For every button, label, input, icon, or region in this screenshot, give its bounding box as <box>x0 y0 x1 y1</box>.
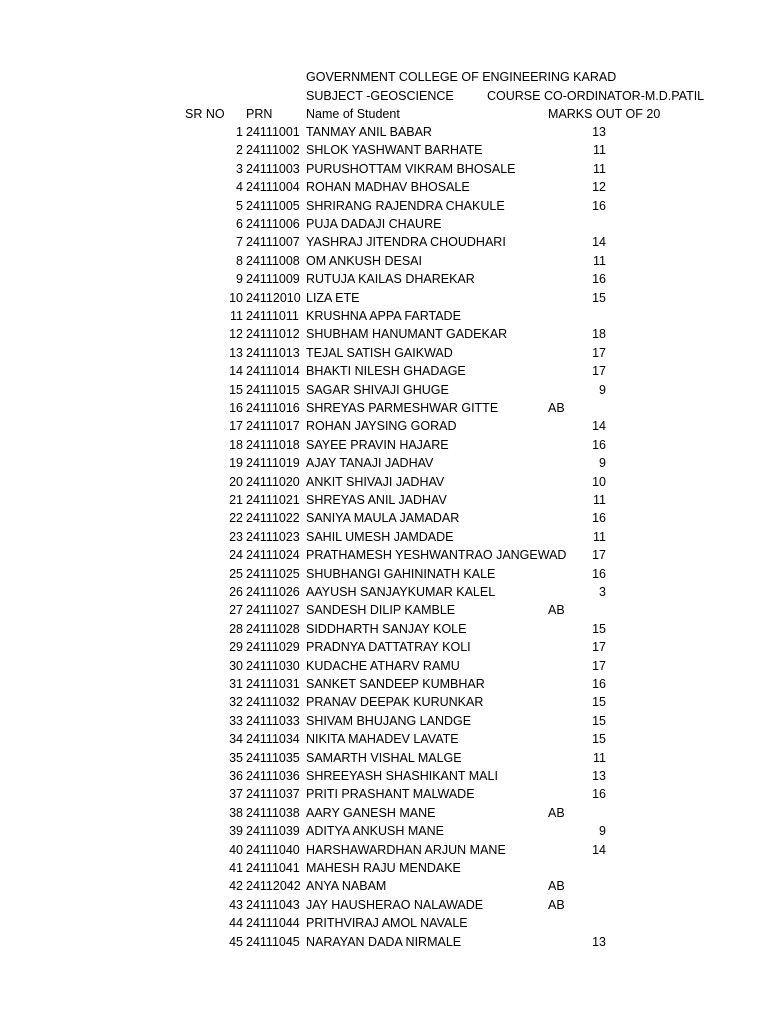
table-row <box>0 787 768 802</box>
marks-cell: 16 <box>592 677 606 691</box>
student-name-cell: MAHESH RAJU MENDAKE <box>306 861 461 875</box>
absent-mark-cell: AB <box>548 603 565 617</box>
sr-no-cell: 26 <box>229 585 243 599</box>
prn-cell: 24111012 <box>246 327 300 341</box>
prn-cell: 24111015 <box>246 383 300 397</box>
sr-no-cell: 3 <box>236 162 243 176</box>
sr-no-cell: 27 <box>229 603 243 617</box>
marks-cell: 11 <box>593 162 606 176</box>
student-name-cell: ROHAN JAYSING GORAD <box>306 419 457 433</box>
student-name-cell: SHUBHANGI GAHININATH KALE <box>306 567 496 581</box>
sr-no-cell: 44 <box>229 916 243 930</box>
student-name-cell: SHREEYASH SHASHIKANT MALI <box>306 769 498 783</box>
prn-cell: 24111013 <box>246 346 300 360</box>
sr-no-cell: 43 <box>229 898 243 912</box>
prn-cell: 24111005 <box>246 199 300 213</box>
sr-no-cell: 38 <box>229 806 243 820</box>
marks-cell: 17 <box>592 346 606 360</box>
table-row <box>0 438 768 453</box>
table-row <box>0 143 768 158</box>
sr-no-cell: 4 <box>236 180 243 194</box>
sr-no-cell: 40 <box>229 843 243 857</box>
prn-cell: 24111009 <box>246 272 300 286</box>
sr-no-cell: 8 <box>236 254 243 268</box>
prn-cell: 24111041 <box>246 861 300 875</box>
marks-cell: 17 <box>592 640 606 654</box>
marks-cell: 13 <box>592 125 606 139</box>
sr-no-cell: 34 <box>229 732 243 746</box>
prn-cell: 24111025 <box>246 567 300 581</box>
college-title: GOVERNMENT COLLEGE OF ENGINEERING KARAD <box>306 70 617 84</box>
sr-no-cell: 16 <box>229 401 243 415</box>
marks-cell: 9 <box>599 824 606 838</box>
student-name-cell: JAY HAUSHERAO NALAWADE <box>306 898 484 912</box>
student-name-cell: PUJA DADAJI CHAURE <box>306 217 442 231</box>
student-name-cell: LIZA ETE <box>306 291 360 305</box>
marks-cell: 17 <box>592 659 606 673</box>
column-header-marks: MARKS OUT OF 20 <box>548 107 661 121</box>
table-row <box>0 125 768 140</box>
marks-cell: 16 <box>592 567 606 581</box>
table-row <box>0 732 768 747</box>
table-row <box>0 401 768 416</box>
student-name-cell: SANKET SANDEEP KUMBHAR <box>306 677 485 691</box>
sr-no-cell: 35 <box>229 751 243 765</box>
absent-mark-cell: AB <box>548 806 565 820</box>
sr-no-cell: 29 <box>229 640 243 654</box>
marks-cell: 11 <box>593 254 606 268</box>
sr-no-cell: 24 <box>229 548 243 562</box>
student-name-cell: ANYA NABAM <box>306 879 387 893</box>
absent-mark-cell: AB <box>548 898 565 912</box>
marks-cell: 16 <box>592 199 606 213</box>
student-name-cell: SANDESH DILIP KAMBLE <box>306 603 456 617</box>
subject-label: SUBJECT -GEOSCIENCE <box>306 89 454 103</box>
column-header-prn: PRN <box>246 107 273 121</box>
table-row <box>0 530 768 545</box>
student-name-cell: SHLOK YASHWANT BARHATE <box>306 143 483 157</box>
student-name-cell: SIDDHARTH SANJAY KOLE <box>306 622 467 636</box>
prn-cell: 24111040 <box>246 843 300 857</box>
student-name-cell: PRITI PRASHANT MALWADE <box>306 787 475 801</box>
sr-no-cell: 5 <box>236 199 243 213</box>
sr-no-cell: 20 <box>229 475 243 489</box>
marks-cell: 14 <box>592 235 606 249</box>
sr-no-cell: 42 <box>229 879 243 893</box>
prn-cell: 24111035 <box>246 751 300 765</box>
table-row <box>0 843 768 858</box>
marks-cell: 13 <box>592 769 606 783</box>
prn-cell: 24111024 <box>246 548 300 562</box>
table-row <box>0 419 768 434</box>
marks-cell: 11 <box>593 751 606 765</box>
prn-cell: 24111019 <box>246 456 300 470</box>
sr-no-cell: 36 <box>229 769 243 783</box>
marks-cell: 15 <box>592 732 606 746</box>
student-name-cell: AAYUSH SANJAYKUMAR KALEL <box>306 585 496 599</box>
sr-no-cell: 39 <box>229 824 243 838</box>
table-row <box>0 309 768 324</box>
student-name-cell: SAGAR SHIVAJI GHUGE <box>306 383 449 397</box>
prn-cell: 24111003 <box>246 162 300 176</box>
prn-cell: 24111032 <box>246 695 300 709</box>
student-name-cell: SHIVAM BHUJANG LANDGE <box>306 714 472 728</box>
table-row <box>0 548 768 563</box>
student-name-cell: AJAY TANAJI JADHAV <box>306 456 434 470</box>
sr-no-cell: 18 <box>229 438 243 452</box>
prn-cell: 24111001 <box>246 125 300 139</box>
absent-mark-cell: AB <box>548 879 565 893</box>
table-row <box>0 898 768 913</box>
table-row <box>0 603 768 618</box>
prn-cell: 24111038 <box>246 806 300 820</box>
table-row <box>0 456 768 471</box>
prn-cell: 24111022 <box>246 511 300 525</box>
marks-cell: 13 <box>592 935 606 949</box>
marks-cell: 17 <box>592 548 606 562</box>
marks-cell: 15 <box>592 622 606 636</box>
student-name-cell: SAYEE PRAVIN HAJARE <box>306 438 449 452</box>
column-header-name: Name of Student <box>306 107 400 121</box>
prn-cell: 24111036 <box>246 769 300 783</box>
table-row <box>0 475 768 490</box>
sr-no-cell: 12 <box>229 327 243 341</box>
student-name-cell: SANIYA MAULA JAMADAR <box>306 511 460 525</box>
prn-cell: 24112010 <box>246 291 301 305</box>
student-name-cell: SHREYAS PARMESHWAR GITTE <box>306 401 499 415</box>
student-name-cell: HARSHAWARDHAN ARJUN MANE <box>306 843 506 857</box>
prn-cell: 24111028 <box>246 622 300 636</box>
student-name-cell: TEJAL SATISH GAIKWAD <box>306 346 453 360</box>
marks-cell: 15 <box>592 714 606 728</box>
marks-cell: 18 <box>592 327 606 341</box>
sr-no-cell: 21 <box>229 493 243 507</box>
sr-no-cell: 11 <box>230 309 243 323</box>
sr-no-cell: 30 <box>229 659 243 673</box>
absent-mark-cell: AB <box>548 401 565 415</box>
table-row <box>0 751 768 766</box>
table-row <box>0 254 768 269</box>
marks-cell: 15 <box>592 291 606 305</box>
sr-no-cell: 14 <box>229 364 243 378</box>
marks-cell: 16 <box>592 272 606 286</box>
marks-cell: 16 <box>592 438 606 452</box>
sr-no-cell: 33 <box>229 714 243 728</box>
column-header-sr-no: SR NO <box>185 107 225 121</box>
prn-cell: 24111039 <box>246 824 300 838</box>
sr-no-cell: 17 <box>229 419 243 433</box>
table-row <box>0 585 768 600</box>
student-name-cell: ADITYA ANKUSH MANE <box>306 824 444 838</box>
sr-no-cell: 45 <box>229 935 243 949</box>
sr-no-cell: 2 <box>236 143 243 157</box>
marks-cell: 16 <box>592 511 606 525</box>
course-coordinator-label: COURSE CO-ORDINATOR-M.D.PATIL <box>487 89 705 103</box>
table-row <box>0 714 768 729</box>
student-name-cell: SHRIRANG RAJENDRA CHAKULE <box>306 199 505 213</box>
prn-cell: 24111017 <box>246 419 300 433</box>
sr-no-cell: 9 <box>236 272 243 286</box>
prn-cell: 24111006 <box>246 217 300 231</box>
prn-cell: 24111023 <box>246 530 300 544</box>
table-row <box>0 640 768 655</box>
student-name-cell: RUTUJA KAILAS DHAREKAR <box>306 272 475 286</box>
student-name-cell: KRUSHNA APPA FARTADE <box>306 309 461 323</box>
prn-cell: 24111002 <box>246 143 300 157</box>
prn-cell: 24111026 <box>246 585 300 599</box>
marks-cell: 11 <box>593 143 606 157</box>
student-name-cell: SAMARTH VISHAL MALGE <box>306 751 462 765</box>
prn-cell: 24111030 <box>246 659 300 673</box>
sr-no-cell: 31 <box>229 677 243 691</box>
table-row <box>0 769 768 784</box>
student-name-cell: ANKIT SHIVAJI JADHAV <box>306 475 445 489</box>
prn-cell: 24111037 <box>246 787 300 801</box>
marks-cell: 11 <box>593 530 606 544</box>
student-name-cell: TANMAY ANIL BABAR <box>306 125 432 139</box>
student-name-cell: OM ANKUSH DESAI <box>306 254 422 268</box>
marks-cell: 12 <box>592 180 606 194</box>
sr-no-cell: 23 <box>229 530 243 544</box>
prn-cell: 24111031 <box>246 677 300 691</box>
student-name-cell: AARY GANESH MANE <box>306 806 436 820</box>
prn-cell: 24111007 <box>246 235 300 249</box>
prn-cell: 24111014 <box>246 364 300 378</box>
table-row <box>0 935 768 950</box>
table-row <box>0 199 768 214</box>
marks-cell: 9 <box>599 383 606 397</box>
prn-cell: 24111008 <box>246 254 300 268</box>
table-row <box>0 916 768 931</box>
prn-cell: 24111029 <box>246 640 300 654</box>
table-row <box>0 861 768 876</box>
student-name-cell: YASHRAJ JITENDRA CHOUDHARI <box>306 235 506 249</box>
marks-cell: 17 <box>592 364 606 378</box>
table-row <box>0 677 768 692</box>
prn-cell: 24111004 <box>246 180 300 194</box>
sr-no-cell: 37 <box>229 787 243 801</box>
sr-no-cell: 19 <box>229 456 243 470</box>
table-row <box>0 327 768 342</box>
student-name-cell: PRADNYA DATTATRAY KOLI <box>306 640 471 654</box>
sr-no-cell: 10 <box>229 291 243 305</box>
prn-cell: 24111027 <box>246 603 300 617</box>
table-row <box>0 162 768 177</box>
student-name-cell: PRANAV DEEPAK KURUNKAR <box>306 695 484 709</box>
sr-no-cell: 7 <box>236 235 243 249</box>
marks-cell: 14 <box>592 843 606 857</box>
marks-cell: 11 <box>593 493 606 507</box>
marks-cell: 14 <box>592 419 606 433</box>
marks-cell: 16 <box>592 787 606 801</box>
prn-cell: 24111034 <box>246 732 300 746</box>
sr-no-cell: 1 <box>236 125 243 139</box>
table-row <box>0 272 768 287</box>
sr-no-cell: 28 <box>229 622 243 636</box>
table-row <box>0 180 768 195</box>
student-name-cell: SAHIL UMESH JAMDADE <box>306 530 454 544</box>
table-row <box>0 622 768 637</box>
student-name-cell: KUDACHE ATHARV RAMU <box>306 659 460 673</box>
prn-cell: 24111018 <box>246 438 300 452</box>
marks-cell: 3 <box>599 585 606 599</box>
marks-cell: 9 <box>599 456 606 470</box>
student-name-cell: NARAYAN DADA NIRMALE <box>306 935 462 949</box>
student-name-cell: PRATHAMESH YESHWANTRAO JANGEWAD <box>306 548 567 562</box>
table-row <box>0 291 768 306</box>
student-name-cell: PRITHVIRAJ AMOL NAVALE <box>306 916 468 930</box>
prn-cell: 24111016 <box>246 401 300 415</box>
table-row <box>0 493 768 508</box>
table-row <box>0 659 768 674</box>
student-name-cell: BHAKTI NILESH GHADAGE <box>306 364 466 378</box>
sr-no-cell: 32 <box>229 695 243 709</box>
table-row <box>0 695 768 710</box>
student-name-cell: SHREYAS ANIL JADHAV <box>306 493 447 507</box>
prn-cell: 24111043 <box>246 898 300 912</box>
prn-cell: 24111033 <box>246 714 300 728</box>
sr-no-cell: 13 <box>229 346 243 360</box>
prn-cell: 24111044 <box>246 916 300 930</box>
prn-cell: 24112042 <box>246 879 301 893</box>
student-name-cell: SHUBHAM HANUMANT GADEKAR <box>306 327 508 341</box>
sr-no-cell: 15 <box>229 383 243 397</box>
table-row <box>0 235 768 250</box>
sr-no-cell: 6 <box>236 217 243 231</box>
prn-cell: 24111020 <box>246 475 300 489</box>
marks-cell: 10 <box>592 475 606 489</box>
student-name-cell: PURUSHOTTAM VIKRAM BHOSALE <box>306 162 516 176</box>
table-row <box>0 879 768 894</box>
sr-no-cell: 25 <box>229 567 243 581</box>
table-row <box>0 806 768 821</box>
table-row <box>0 567 768 582</box>
sr-no-cell: 22 <box>229 511 243 525</box>
prn-cell: 24111011 <box>246 309 299 323</box>
sr-no-cell: 41 <box>229 861 243 875</box>
student-name-cell: NIKITA MAHADEV LAVATE <box>306 732 459 746</box>
table-row <box>0 346 768 361</box>
prn-cell: 24111021 <box>246 493 300 507</box>
table-row <box>0 824 768 839</box>
prn-cell: 24111045 <box>246 935 300 949</box>
table-row <box>0 383 768 398</box>
student-name-cell: ROHAN MADHAV BHOSALE <box>306 180 470 194</box>
table-row <box>0 511 768 526</box>
table-row <box>0 364 768 379</box>
table-row <box>0 217 768 232</box>
marks-cell: 15 <box>592 695 606 709</box>
